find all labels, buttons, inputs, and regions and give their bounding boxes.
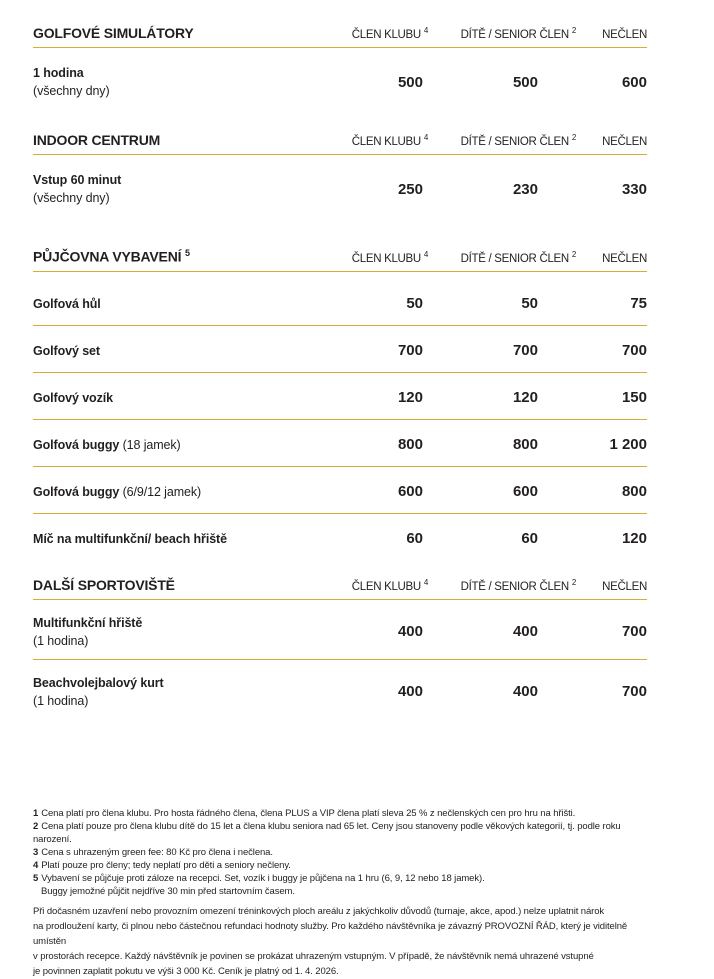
- section-title: [33, 577, 313, 593]
- price-value: 500: [512, 73, 538, 91]
- superscript: 4: [423, 577, 428, 587]
- footnote-number: 5: [33, 872, 39, 884]
- price-row: [33, 467, 647, 514]
- section-equipment-rental: [33, 248, 647, 560]
- price-value: 800: [512, 435, 538, 453]
- section-rows: [33, 279, 647, 560]
- section-header: [33, 248, 647, 272]
- price-row: [33, 326, 647, 373]
- section-title: [33, 132, 313, 148]
- price-value: 700: [512, 341, 538, 359]
- section-title-text: PŮJČOVNA VYBAVENÍ: [33, 248, 182, 265]
- price-value: 400: [397, 683, 423, 701]
- price-row: [33, 600, 647, 660]
- footnote-number: 1: [33, 807, 39, 819]
- row-label: Míč na multifunkční/ beach hřiště: [33, 531, 227, 546]
- price-value: 600: [621, 73, 647, 91]
- column-header-neclen: NEČLEN: [602, 136, 647, 148]
- price-row: [33, 514, 647, 560]
- column-header-clen-klubu: ČLEN KLUBU $^4$: [351, 249, 428, 265]
- row-label-sub: (všechny dny): [33, 84, 110, 98]
- price-row: [33, 420, 647, 467]
- section-indoor-centrum: [33, 132, 647, 207]
- row-label: [33, 64, 333, 100]
- column-header-clen-klubu: ČLEN KLUBU $^4$: [351, 133, 428, 148]
- footnote-text: Platí pouze pro členy; tedy neplatí pro děti a seniory nečleny.: [41, 859, 291, 871]
- row-label: Golfový set: [33, 343, 100, 358]
- price-value: 400: [512, 683, 538, 701]
- footnote-text: Cena s uhrazeným green fee: 80 Kč pro člena i nečlena.: [41, 846, 273, 858]
- price-value: 700: [621, 683, 647, 701]
- row-label-note: (6/9/12 jamek): [122, 484, 202, 499]
- price-value: 50: [521, 294, 538, 312]
- section-other-sports: [33, 577, 647, 719]
- row-label-sub: (1 hodina): [33, 633, 89, 648]
- footnote-2: [33, 820, 647, 846]
- column-header-clen-klubu: ČLEN KLUBU $^4$: [351, 26, 428, 41]
- footnote-text: Cena platí pro člena klubu. Pro hosta řádného člena, člena PLUS a VIP člena platí sleva 25 % z nečlenských cen pro hru na hřišti.: [41, 807, 576, 819]
- price-value: 600: [397, 482, 423, 500]
- superscript: 4: [423, 133, 428, 143]
- footnote-text: Vybavení se půjčuje proti záloze na recepci. Set, vozík i buggy je půjčena na 1 hru (6, 9, 12 nebo 18 jamek).: [41, 872, 485, 884]
- row-label: [33, 171, 333, 207]
- superscript: 2: [571, 249, 576, 259]
- row-label-sub: (všechny dny): [33, 191, 110, 205]
- price-value: 60: [406, 529, 423, 547]
- superscript: 2: [571, 133, 576, 143]
- section-header: [33, 132, 647, 155]
- section-title-text: INDOOR CENTRUM: [33, 132, 161, 148]
- section-header: [33, 577, 647, 600]
- row-label: [33, 674, 333, 710]
- price-value: 75: [630, 294, 647, 312]
- row-label-main: Vstup 60 minut: [33, 173, 122, 187]
- footnote-3: [33, 846, 647, 859]
- row-label: Golfová hůl: [33, 296, 101, 311]
- price-value: 120: [512, 388, 538, 406]
- section-golf-simulators: [33, 25, 647, 100]
- footnote-text: Cena platí pouze pro člena klubu dítě do 15 let a člena klubu seniora nad 65 let. Ceny jsou stanoveny podle věkových kategorií, tj. podle roku narození.: [33, 820, 621, 845]
- section-rows: [33, 600, 647, 719]
- price-value: 120: [397, 388, 423, 406]
- superscript: 2: [571, 577, 576, 587]
- price-value: 120: [621, 529, 647, 547]
- section-title: [33, 248, 313, 265]
- footnote-number: 4: [33, 859, 39, 871]
- section-rows: [33, 48, 647, 100]
- superscript: 4: [423, 26, 428, 36]
- price-row: [33, 279, 647, 326]
- row-label-main: Beachvolejbalový kurt: [33, 675, 164, 690]
- row-label: [33, 614, 333, 650]
- section-header: [33, 25, 647, 48]
- footnote-1: [33, 807, 647, 820]
- superscript: 2: [571, 26, 576, 36]
- column-header-neclen: NEČLEN: [602, 580, 647, 593]
- superscript: 5: [185, 248, 190, 258]
- terms-line: je povinnen zaplatit pokutu ve výši 3 000 Kč. Ceník je platný od 1. 4. 2026.: [33, 965, 339, 977]
- superscript: 4: [423, 249, 428, 259]
- row-label: Golfová buggy (6/9/12 jamek): [33, 484, 202, 499]
- price-value: 700: [621, 341, 647, 359]
- footnote-5: [33, 872, 647, 885]
- column-header-neclen: NEČLEN: [602, 29, 647, 41]
- column-header-neclen: NEČLEN: [602, 252, 647, 265]
- column-header-dite-senior: DÍTĚ / SENIOR ČLEN $^2$: [460, 133, 576, 148]
- section-rows: [33, 155, 647, 207]
- footnote-4: [33, 859, 647, 872]
- footnote-number: 2: [33, 820, 39, 832]
- row-label: Golfový vozík: [33, 390, 113, 405]
- footnote-text: Buggy jemožné půjčit nejdříve 30 min před startovním časem.: [41, 885, 295, 897]
- column-header-clen-klubu: ČLEN KLUBU $^4$: [351, 577, 428, 593]
- price-row: [33, 48, 647, 100]
- section-title: [33, 25, 313, 41]
- footnote-number: 3: [33, 846, 39, 858]
- terms-line: na prodloužení karty, či plnou nebo částečnou refundaci hodnoty služby. Pro každého návštěvníka je závazný PROVOZNÍ ŘÁD, který je viditelně umístěn: [33, 920, 628, 947]
- column-header-dite-senior: DÍTĚ / SENIOR ČLEN $^2$: [460, 577, 576, 593]
- terms-line: Při dočasném uzavření nebo provozním omezení tréninkových ploch areálu z jakýchkoliv důvodů (turnaje, akce, apod.) nelze uplatnit nárok: [33, 905, 605, 917]
- price-row: [33, 373, 647, 420]
- price-value: 330: [621, 180, 647, 198]
- row-label-main: Multifunkční hřiště: [33, 615, 143, 630]
- column-header-dite-senior: DÍTĚ / SENIOR ČLEN $^2$: [460, 249, 576, 265]
- footnote-5-continued: [33, 885, 647, 898]
- row-label-sub: (1 hodina): [33, 693, 89, 708]
- price-value: 800: [621, 482, 647, 500]
- price-value: 230: [512, 180, 538, 198]
- row-label-note: (18 jamek): [122, 437, 181, 452]
- price-value: 50: [406, 294, 423, 312]
- price-value: 60: [521, 529, 538, 547]
- column-header-dite-senior: DÍTĚ / SENIOR ČLEN $^2$: [460, 26, 576, 41]
- price-value: 1 200: [609, 435, 647, 453]
- price-value: 800: [397, 435, 423, 453]
- price-value: 400: [397, 623, 423, 641]
- price-value: 700: [397, 341, 423, 359]
- terms-line: v prostorách recepce. Každý návštěvník je povinen se prokázat uhrazeným vstupným. V případě, že návštěvník nemá uhrazené vstupné: [33, 950, 594, 962]
- price-row: [33, 155, 647, 207]
- price-value: 150: [621, 388, 647, 406]
- row-label: Golfová buggy (18 jamek): [33, 437, 181, 452]
- terms-paragraph: [33, 904, 647, 979]
- price-row: [33, 660, 647, 719]
- section-title-text: GOLFOVÉ SIMULÁTORY: [33, 25, 194, 41]
- price-value: 600: [512, 482, 538, 500]
- section-title-text: DALŠÍ SPORTOVIŠTĚ: [33, 576, 175, 593]
- price-value: 700: [621, 623, 647, 641]
- price-value: 250: [397, 180, 423, 198]
- price-value: 500: [397, 73, 423, 91]
- row-label-main: 1 hodina: [33, 66, 84, 80]
- price-value: 400: [512, 623, 538, 641]
- footnotes: [33, 807, 647, 898]
